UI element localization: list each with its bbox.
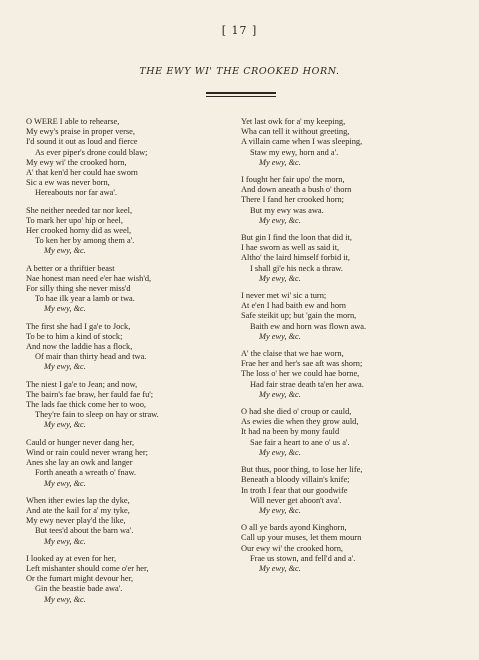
verse-line: When ither ewies lap the dyke, (26, 495, 130, 505)
verse-line: At e'en I had baith ew and horn (241, 301, 346, 311)
verse-line: Cauld or hunger never dang her, (26, 437, 135, 447)
stanza (241, 349, 466, 400)
chorus-line: My ewy, &c. (44, 420, 86, 430)
verse-line: Wind or rain could never wrang her; (26, 447, 148, 457)
verse-line: Baith ew and horn was flown awa. (250, 321, 367, 331)
chorus-line: My ewy, &c. (259, 273, 301, 283)
verse-line: The bairn's fae braw, her fauld fae fu'; (26, 389, 154, 399)
verse-line: And ate the kail for a' my tyke, (26, 505, 130, 515)
verse-line: Anes she lay an owk and langer (26, 458, 133, 468)
page-number: [ 17 ] (221, 24, 258, 37)
verse-line: As ewies die when they grow auld, (241, 417, 359, 427)
chorus-line: My ewy, &c. (259, 157, 301, 167)
verse-line: Beneath a bloody villain's knife; (241, 475, 350, 485)
stanza (26, 206, 231, 257)
verse-line: I'd sound it out as loud and fierce (26, 137, 138, 147)
verse-line: Hereabouts nor far awa'. (35, 188, 117, 198)
right-column (241, 117, 466, 581)
verse-line: I fought her fair upo' the morn, (241, 175, 345, 185)
chorus-line: My ewy, &c. (44, 362, 86, 372)
stanza (241, 523, 466, 574)
chorus-line: My ewy, &c. (259, 505, 301, 515)
verse-line: To ken her by among them a'. (35, 236, 135, 246)
verse-line: Altho' the laird himself forbid it, (241, 253, 350, 263)
verse-line: The loss o' her we could hae borne, (241, 369, 360, 379)
verse-line: Of mair than thirty head and twa. (35, 352, 147, 362)
verse-line: Forth aneath a wreath o' fnaw. (35, 468, 136, 478)
verse-line: There I fand her crooked horn; (241, 195, 345, 205)
verse-line: But thus, poor thing, to lose her life, (241, 465, 363, 475)
chorus-line: My ewy, &c. (259, 331, 301, 341)
verse-line: They're fain to sleep on hay or straw. (35, 410, 159, 420)
verse-line: O all ye bards ayond Kinghorn, (241, 523, 347, 533)
stanza (241, 465, 466, 516)
chorus-line: My ewy, &c. (44, 246, 86, 256)
verse-line: But gin I find the loon that did it, (241, 233, 352, 243)
chorus-line: My ewy, &c. (44, 304, 86, 314)
chorus-line: My ewy, &c. (259, 447, 301, 457)
verse-line: I looked ay at even for her, (26, 553, 117, 563)
verse-line: The lads fae thick come her to woo, (26, 400, 146, 410)
verse-line: In troth I fear that our goodwife (241, 485, 348, 495)
verse-line: O had she died o' croup or cauld, (241, 407, 352, 417)
verse-line: I never met wi' sic a turn; (241, 291, 327, 301)
chorus-line: My ewy, &c. (259, 215, 301, 225)
verse-line: The first she had I ga'e to Jock, (26, 321, 131, 331)
stanza (26, 264, 231, 315)
verse-line: Nae honest man need e'er hae wish'd, (26, 273, 152, 283)
verse-line: Her crooked horny did as weel, (26, 226, 132, 236)
verse-line: A villain came when I was sleeping, (241, 137, 363, 147)
poem-title: THE EWY WI' THE CROOKED HORN. (139, 66, 340, 77)
verse-line: A' that ken'd her could hae sworn (26, 168, 138, 178)
verse-line: And down aneath a bush o' thorn (241, 185, 352, 195)
verse-line: The niest I ga'e to Jean; and now, (26, 379, 138, 389)
verse-line: Or the fumart might devour her, (26, 574, 134, 584)
verse-line: But tees'd about the barn wa'. (35, 526, 134, 536)
verse-line: And now the laddie has a flock, (26, 342, 133, 352)
stanza (26, 438, 231, 489)
verse-line: A' the claise that we hae worn, (241, 349, 344, 359)
verse-line: For silly thing she never miss'd (26, 284, 131, 294)
verse-line: My ewy wi' the crooked horn, (26, 157, 127, 167)
verse-line: Safe steikit up; but 'gain the morn, (241, 311, 357, 321)
verse-line: As ever piper's drone could blaw; (35, 147, 148, 157)
verse-line: Had fair strae death ta'en her awa. (250, 379, 364, 389)
verse-line: Left mishanter should come o'er her, (26, 563, 149, 573)
verse-line: Frae her and her's sae aft was shorn; (241, 359, 363, 369)
chorus-line: My ewy, &c. (259, 563, 301, 573)
stanza (26, 117, 231, 199)
left-column (26, 117, 231, 612)
verse-line: To hae ilk year a lamb or twa. (35, 294, 135, 304)
chorus-line: My ewy, &c. (44, 478, 86, 488)
stanza (241, 117, 466, 168)
verse-line: O WERE I able to rehearse, (26, 117, 120, 126)
verse-line: Frae us stown, and fell'd and a'. (250, 553, 356, 563)
verse-line: To be to him a kind of stock; (26, 331, 123, 341)
verse-line: Our ewy wi' the crooked horn, (241, 543, 343, 553)
verse-line: It had na been by mony fauld (241, 427, 340, 437)
verse-line: My ewy never play'd the like, (26, 516, 126, 526)
verse-line: She neither needed tar nor keel, (26, 205, 133, 215)
stanza (241, 175, 466, 226)
stanza (241, 233, 466, 284)
verse-line: I shall gi'e his neck a thraw. (250, 263, 343, 273)
stanza (26, 554, 231, 605)
chorus-line: My ewy, &c. (44, 594, 86, 604)
stanza (241, 291, 466, 342)
stanza (26, 322, 231, 373)
verse-line: Yet last owk for a' my keeping, (241, 117, 346, 126)
verse-line: Will never get aboon't ava'. (250, 495, 342, 505)
chorus-line: My ewy, &c. (44, 536, 86, 546)
verse-line: Wha can tell it without greeting, (241, 127, 350, 137)
chorus-line: My ewy, &c. (259, 389, 301, 399)
verse-line: My ewy's praise in proper verse, (26, 127, 135, 137)
verse-line: But my ewy was awa. (250, 205, 324, 215)
verse-line: Gin the beastie bade awa'. (35, 584, 123, 594)
title-rule (206, 92, 276, 97)
verse-line: Sae fair a heart to ane o' us a'. (250, 437, 350, 447)
verse-line: To mark her upo' hip or heel, (26, 215, 123, 225)
verse-line: I hae sworn as well as said it, (241, 243, 340, 253)
verse-line: Staw my ewy, horn and a'. (250, 147, 339, 157)
stanza (241, 407, 466, 458)
stanza (26, 380, 231, 431)
verse-line: A better or a thriftier beast (26, 263, 115, 273)
verse-line: Sic a ew was never born, (26, 178, 110, 188)
verse-line: Call up your muses, let them mourn (241, 533, 362, 543)
stanza (26, 496, 231, 547)
